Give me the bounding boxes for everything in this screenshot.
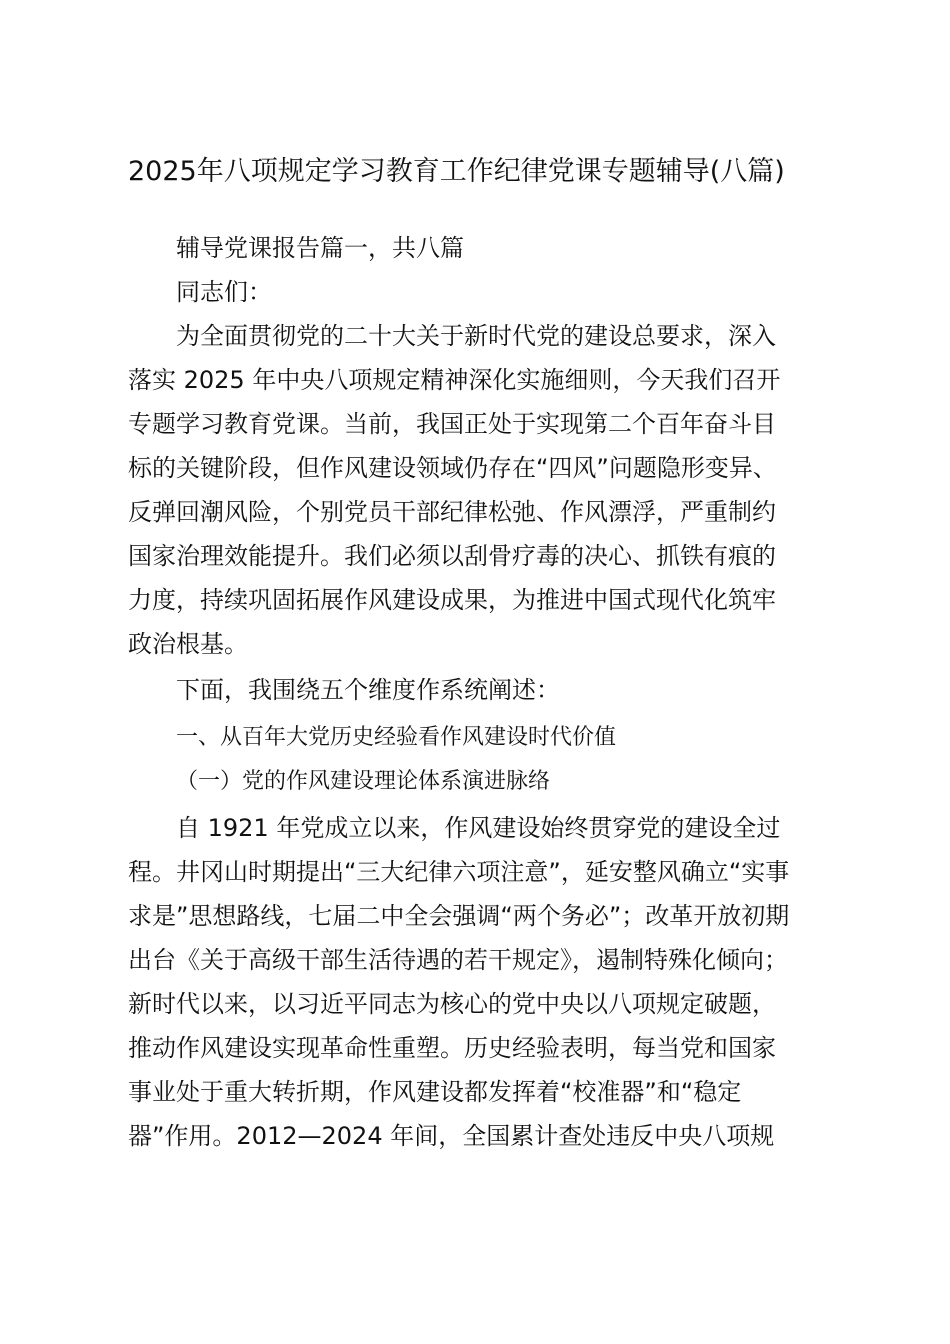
paragraph-line: 政治根基。: [128, 630, 248, 658]
paragraph-line: 新时代以来，以习近平同志为核心的党中央以八项规定破题，: [128, 990, 776, 1018]
paragraph-line: 求是”思想路线，七届二中全会强调“两个务必”；改革开放初期: [128, 902, 790, 930]
subtitle-line: 辅导党课报告篇一，共八篇: [176, 234, 464, 262]
paragraph-line: 下面，我围绕五个维度作系统阐述：: [176, 676, 560, 704]
paragraph-line: 推动作风建设实现革命性重塑。历史经验表明，每当党和国家: [128, 1034, 776, 1062]
paragraph-line: 力度，持续巩固拓展作风建设成果，为推进中国式现代化筑牢: [128, 586, 776, 614]
document-title: 2025年八项规定学习教育工作纪律党课专题辅导(八篇): [128, 156, 785, 187]
salutation-line: 同志们：: [176, 278, 272, 306]
paragraph-line: 国家治理效能提升。我们必须以刮骨疗毒的决心、抓铁有痕的: [128, 542, 776, 570]
paragraph-line: 器”作用。2012—2024 年间，全国累计查处违反中央八项规: [128, 1122, 775, 1150]
paragraph-line: 标的关键阶段，但作风建设领域仍存在“四风”问题隐形变异、: [128, 454, 777, 482]
section-heading: 一、从百年大党历史经验看作风建设时代价值: [176, 725, 617, 750]
paragraph-line: 落实 2025 年中央八项规定精神深化实施细则，今天我们召开: [128, 366, 781, 394]
subsection-heading: （一）党的作风建设理论体系演进脉络: [176, 769, 551, 794]
paragraph-line: 自 1921 年党成立以来，作风建设始终贯穿党的建设全过: [176, 814, 781, 842]
paragraph-line: 程。井冈山时期提出“三大纪律六项注意”，延安整风确立“实事: [128, 858, 790, 886]
paragraph-line: 出台《关于高级干部生活待遇的若干规定》，遏制特殊化倾向；: [128, 946, 788, 974]
paragraph-line: 为全面贯彻党的二十大关于新时代党的建设总要求，深入: [176, 322, 776, 350]
paragraph-line: 事业处于重大转折期，作风建设都发挥着“校准器”和“稳定: [128, 1078, 742, 1106]
paragraph-line: 专题学习教育党课。当前，我国正处于实现第二个百年奋斗目: [128, 410, 776, 438]
paragraph-line: 反弹回潮风险，个别党员干部纪律松弛、作风漂浮，严重制约: [128, 498, 776, 526]
